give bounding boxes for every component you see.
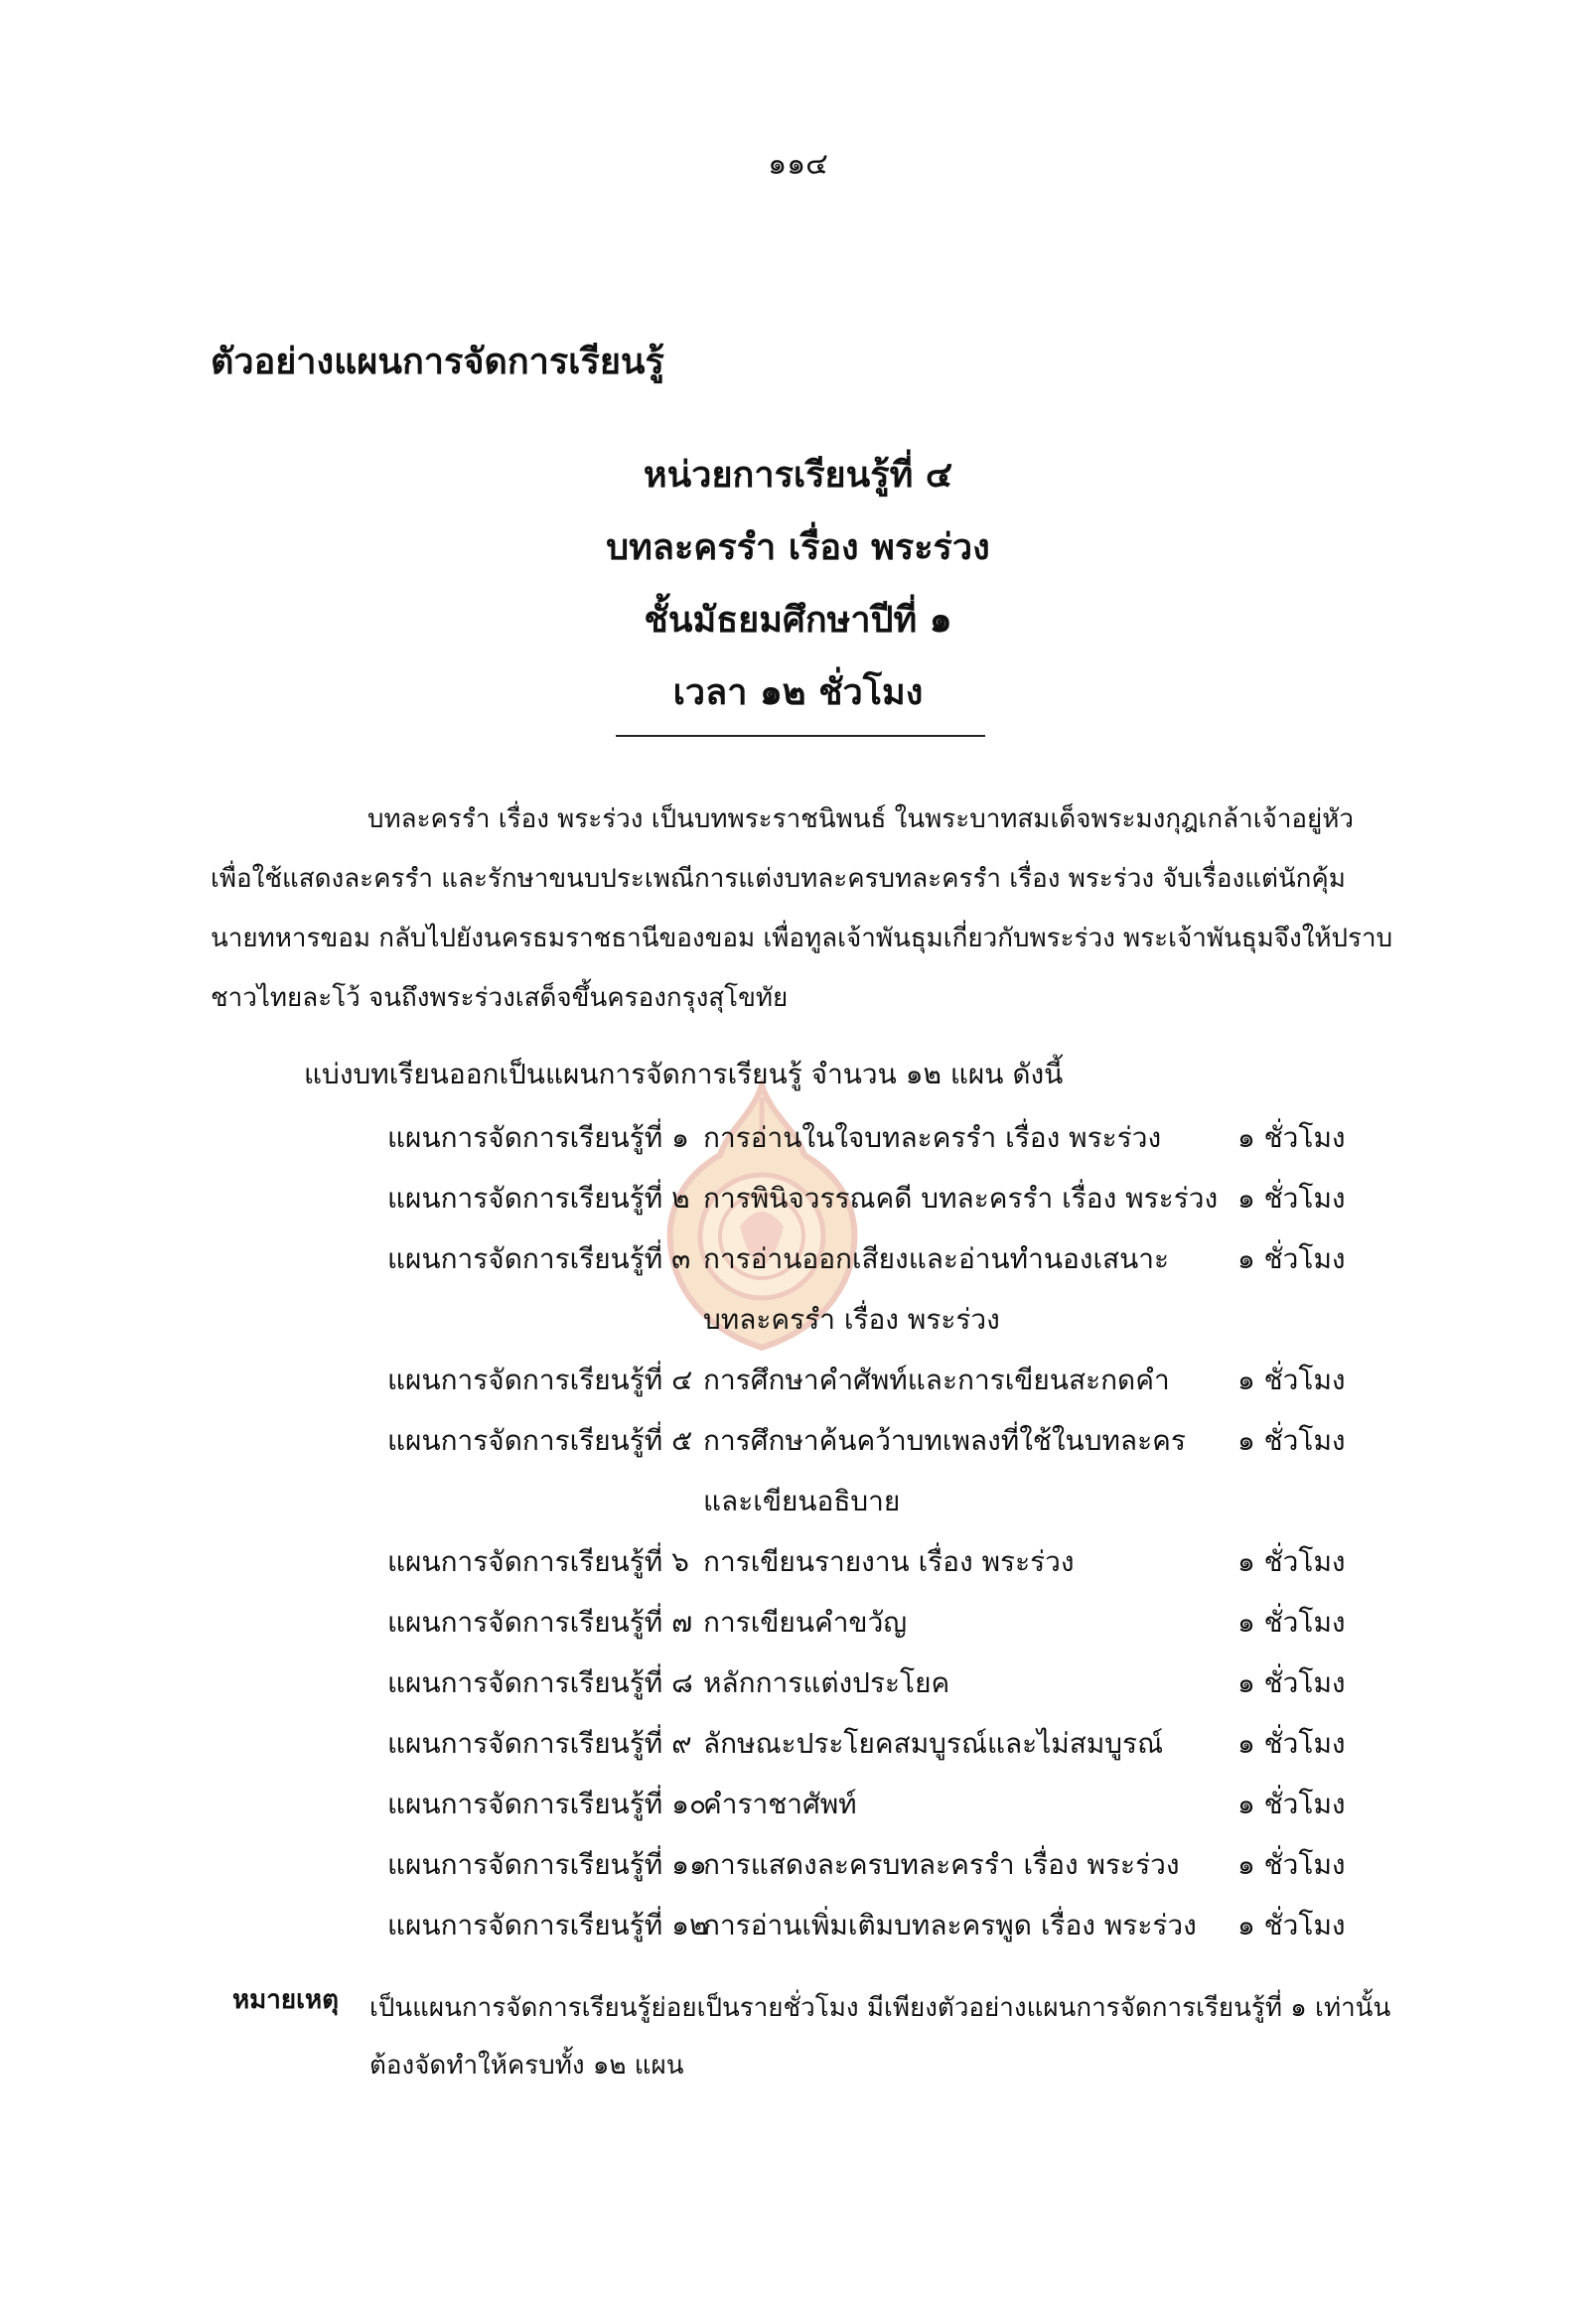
plan-label: แผนการจัดการเรียนรู้ที่ ๑๐ [387,1788,707,1820]
plan-topic-continuation: บทละครรำ เรื่อง พระร่วง [703,1303,1000,1336]
plan-label: แผนการจัดการเรียนรู้ที่ ๓ [387,1242,691,1275]
intro-line: เพื่อใช้แสดงละครรำ และรักษาขนบประเพณีการแต่งบทละครบทละครรำ เรื่อง พระร่วง จับเรื่องแต่นักคุ้ม [211,864,1346,894]
page-number: ๑๑๔ [768,147,828,182]
plan-label: แผนการจัดการเรียนรู้ที่ ๑๒ [387,1909,708,1942]
plan-hours: ๑ ชั่วโมง [1237,1242,1346,1275]
plan-topic: ลักษณะประโยคสมบูรณ์และไม่สมบูรณ์ [703,1727,1164,1760]
plan-row [387,1531,1361,1592]
plan-topic: การเขียนรายงาน เรื่อง พระร่วง [703,1545,1075,1578]
document-title: ตัวอย่างแผนการจัดการเรียนรู้ [211,341,664,382]
plan-hours: ๑ ชั่วโมง [1237,1848,1346,1881]
plan-topic: การอ่านเพิ่มเติมบทละครพูด เรื่อง พระร่วง [703,1909,1197,1942]
plan-row [387,1410,1361,1471]
plan-list [387,1107,1361,1955]
intro-line: บทละครรำ เรื่อง พระร่วง เป็นบทพระราชนิพนธ์ ในพระบาทสมเด็จพระมงกุฎเกล้าเจ้าอยู่หัว [367,804,1355,834]
plan-topic-continuation-row [387,1289,1361,1350]
plan-hours: ๑ ชั่วโมง [1237,1788,1346,1820]
plan-row [387,1774,1361,1834]
plan-hours: ๑ ชั่วโมง [1237,1545,1346,1578]
note-line: ต้องจัดทำให้ครบทั้ง ๑๒ แผน [369,2051,684,2081]
plan-topic: การพินิจวรรณคดี บทละครรำ เรื่อง พระร่วง [703,1182,1219,1215]
plan-topic: การอ่านออกเสียงและอ่านทำนองเสนาะ [703,1242,1170,1275]
plan-label: แผนการจัดการเรียนรู้ที่ ๒ [387,1182,690,1215]
note-label: หมายเหตุ [232,1985,340,2015]
plan-label: แผนการจัดการเรียนรู้ที่ ๕ [387,1424,693,1457]
plan-row [387,1592,1361,1653]
plan-label: แผนการจัดการเรียนรู้ที่ ๑๑ [387,1848,707,1881]
plan-row [387,1653,1361,1713]
intro-line: นายทหารขอม กลับไปยังนครธมราชธานีของขอม เพื่อทูลเจ้าพันธุมเกี่ยวกับพระร่วง พระเจ้าพันธุมจึงให้ปราบ [211,924,1393,953]
plan-hours: ๑ ชั่วโมง [1237,1727,1346,1760]
plan-row [387,1350,1361,1410]
plan-topic: การแสดงละครบทละครรำ เรื่อง พระร่วง [703,1848,1180,1881]
plan-row [387,1713,1361,1774]
plan-topic: การศึกษาคำศัพท์และการเขียนสะกดคำ [703,1364,1170,1396]
unit-subject: บทละครรำ เรื่อง พระร่วง [606,526,990,568]
plan-topic: การเขียนคำขวัญ [703,1606,908,1639]
plan-hours: ๑ ชั่วโมง [1237,1121,1346,1154]
plan-topic-continuation-row [387,1471,1361,1531]
plan-row [387,1107,1361,1168]
plan-label: แผนการจัดการเรียนรู้ที่ ๔ [387,1364,693,1396]
plan-row [387,1834,1361,1895]
plan-hours: ๑ ชั่วโมง [1237,1909,1346,1942]
unit-grade: ชั้นมัธยมศึกษาปีที่ ๑ [644,599,952,641]
plan-list-intro: แบ่งบทเรียนออกเป็นแผนการจัดการเรียนรู้ จำนวน ๑๒ แผน ดังนี้ [304,1058,1064,1090]
plan-label: แผนการจัดการเรียนรู้ที่ ๙ [387,1727,692,1760]
unit-number: หน่วยการเรียนรู้ที่ ๔ [643,454,953,496]
plan-label: แผนการจัดการเรียนรู้ที่ ๖ [387,1545,689,1578]
unit-duration: เวลา ๑๒ ชั่วโมง [672,671,924,713]
unit-heading [0,439,1596,729]
intro-paragraph [211,790,1393,1028]
plan-row [387,1895,1361,1955]
plan-label: แผนการจัดการเรียนรู้ที่ ๗ [387,1606,693,1639]
plan-label: แผนการจัดการเรียนรู้ที่ ๘ [387,1666,693,1699]
plan-label: แผนการจัดการเรียนรู้ที่ ๑ [387,1121,689,1154]
intro-line: ชาวไทยละโว้ จนถึงพระร่วงเสด็จขึ้นครองกรุงสุโขทัย [211,983,789,1013]
plan-topic: การอ่านในใจบทละครรำ เรื่อง พระร่วง [703,1121,1162,1154]
plan-topic: การศึกษาค้นคว้าบทเพลงที่ใช้ในบทละคร [703,1424,1186,1457]
plan-row [387,1168,1361,1228]
note-text [369,1979,1391,2094]
plan-hours: ๑ ชั่วโมง [1237,1364,1346,1396]
plan-row [387,1228,1361,1289]
plan-hours: ๑ ชั่วโมง [1237,1606,1346,1639]
note-line: เป็นแผนการจัดการเรียนรู้ย่อยเป็นรายชั่วโมง มีเพียงตัวอย่างแผนการจัดการเรียนรู้ที่ ๑ เท่านั้น [369,1993,1391,2023]
plan-hours: ๑ ชั่วโมง [1237,1182,1346,1215]
plan-topic: หลักการแต่งประโยค [703,1666,950,1699]
plan-hours: ๑ ชั่วโมง [1237,1666,1346,1699]
plan-topic-continuation: และเขียนอธิบาย [703,1485,901,1517]
heading-divider [616,735,985,737]
plan-topic: คำราชาศัพท์ [703,1788,857,1820]
plan-hours: ๑ ชั่วโมง [1237,1424,1346,1457]
